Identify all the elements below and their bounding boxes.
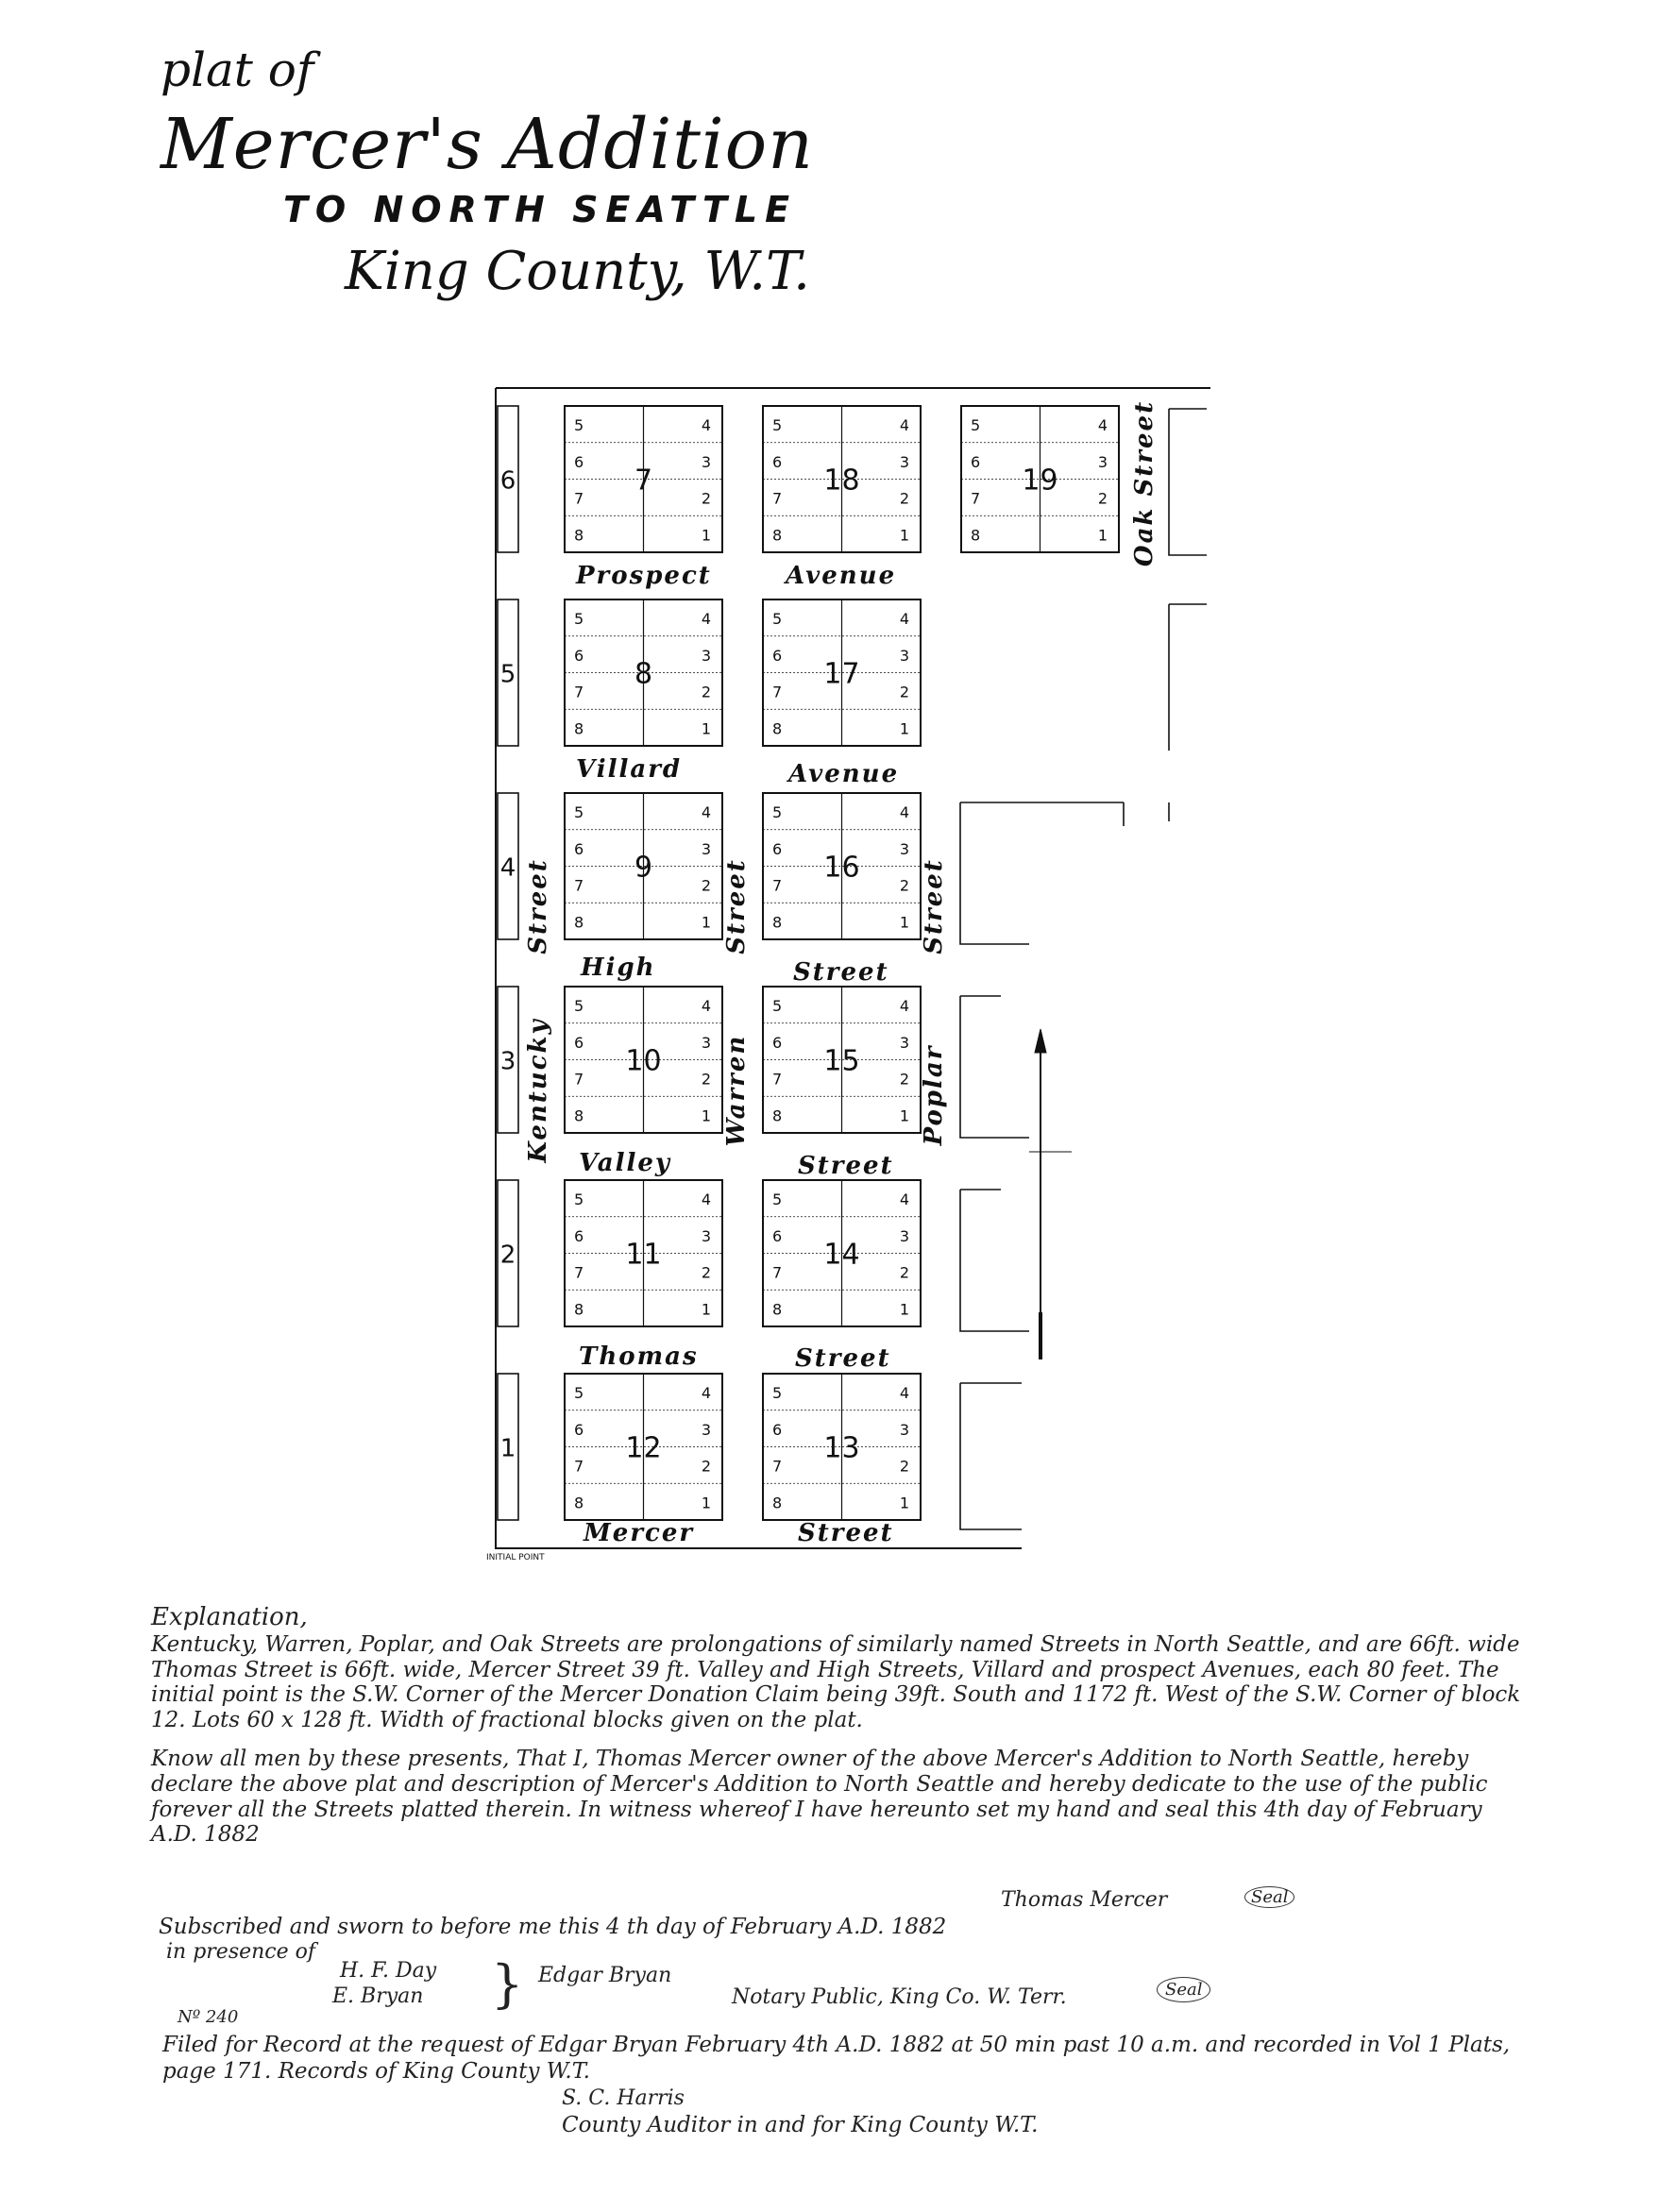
lot-number: 5 — [772, 803, 783, 821]
lot-number: 1 — [701, 1106, 711, 1125]
lot-number: 6 — [772, 452, 783, 471]
filed-text: Filed for Record at the request of Edgar Bryan February 4th A.D. 1882 at 50 min past 10 a.m. and recorded in Vol 1 Plats, page 171. Records of King County W.T. — [162, 2033, 1511, 2084]
lot-number: 4 — [701, 1384, 711, 1402]
auditor-name: S. C. Harris — [562, 2086, 685, 2110]
block-number: 10 — [625, 1044, 662, 1078]
lot-number: 7 — [772, 1263, 783, 1282]
block-number: 12 — [625, 1431, 662, 1465]
block-number: 7 — [634, 464, 653, 498]
street-label-valley-street: Street — [798, 1152, 894, 1180]
lot-number: 7 — [574, 489, 584, 508]
lot-number: 6 — [574, 839, 584, 858]
lot-number: 1 — [1097, 526, 1108, 545]
lot-number: 6 — [772, 1420, 783, 1439]
lot-number: 2 — [1097, 489, 1108, 508]
lot-number: 6 — [772, 646, 783, 665]
lot-number: 8 — [574, 1494, 584, 1512]
lot-number: 4 — [899, 1384, 909, 1402]
street-label-oak-street: Oak Street — [1130, 399, 1159, 567]
lot-number: 1 — [899, 1300, 909, 1319]
explanation-text: Kentucky, Warren, Poplar, and Oak Streets are prolongations of similarly named Streets in North Seattle, and are 66ft. wide Thomas Street is 66ft. wide, Mercer Street 39 ft. Valley and High Streets, Villard and prospect Avenues, each 80 feet. The initial point is the S.W. Corner of the Mercer Donation Claim being 39ft. South and 1172 ft. West of the S.W. Corner of block 12. Lots 60 x 128 ft. Width of fractional blocks given on the plat. — [151, 1631, 1521, 1733]
lot-number: 8 — [772, 1494, 783, 1512]
block-16 — [763, 793, 921, 939]
block-number: 14 — [823, 1238, 860, 1272]
lot-number: 5 — [772, 997, 783, 1015]
lot-number: 8 — [574, 1106, 584, 1125]
initial-point-label: INITIAL POINT — [486, 1553, 545, 1562]
street-label-mercer-street: Street — [798, 1519, 894, 1547]
block-12 — [565, 1374, 722, 1520]
street-label-kentucky: Kentucky — [524, 1018, 552, 1163]
explanation-heading: Explanation, — [151, 1603, 308, 1631]
fractional-block-number: 2 — [499, 1241, 516, 1270]
witness-2: E. Bryan — [332, 1984, 424, 2008]
block-14 — [763, 1180, 921, 1326]
lot-number: 7 — [772, 489, 783, 508]
lot-number: 2 — [701, 1263, 711, 1282]
block-number: 11 — [625, 1238, 662, 1272]
lot-number: 7 — [574, 1263, 584, 1282]
lot-number: 1 — [701, 1494, 711, 1512]
lot-number: 4 — [701, 997, 711, 1015]
street-label-villard: Villard — [576, 755, 683, 784]
plat-map — [444, 378, 1227, 1567]
north-arrow — [1029, 1029, 1072, 1359]
block-number: 13 — [823, 1431, 860, 1465]
fractional-block-number: 1 — [499, 1434, 516, 1463]
lot-number: 1 — [899, 1494, 909, 1512]
fractional-block-5 — [498, 599, 518, 746]
lot-number: 3 — [701, 646, 711, 665]
street-label-prospect-avenue: Avenue — [786, 562, 897, 590]
street-label-warren-street: Street — [722, 858, 751, 954]
block-10 — [565, 987, 722, 1133]
lot-number: 6 — [574, 1226, 584, 1245]
lot-number: 8 — [574, 913, 584, 932]
lot-number: 8 — [971, 526, 981, 545]
lot-number: 1 — [701, 1300, 711, 1319]
lot-number: 7 — [574, 876, 584, 895]
adjacent-lots-east — [960, 409, 1207, 1529]
lot-number: 5 — [574, 803, 584, 821]
plat-title-addition-name: Mercer's Addition — [161, 104, 814, 185]
plat-title-line-1: plat of — [161, 42, 314, 97]
block-18 — [763, 406, 921, 552]
lot-number: 8 — [772, 719, 783, 738]
lot-number: 4 — [899, 416, 909, 434]
fractional-block-6 — [498, 406, 518, 552]
block-number: 18 — [823, 464, 860, 498]
record-number: Nº 240 — [178, 2007, 239, 2027]
lot-number: 8 — [772, 1106, 783, 1125]
lot-number: 6 — [971, 452, 981, 471]
lot-number: 7 — [574, 1457, 584, 1476]
lot-number: 7 — [971, 489, 981, 508]
block-number: 16 — [823, 851, 860, 885]
lot-number: 2 — [899, 876, 909, 895]
lot-number: 5 — [574, 416, 584, 434]
witness-1: H. F. Day — [340, 1959, 437, 1983]
lot-number: 5 — [574, 610, 584, 628]
lot-number: 6 — [772, 1226, 783, 1245]
lot-number: 4 — [899, 610, 909, 628]
notary-title: Notary Public, King Co. W. Terr. — [732, 1985, 1067, 2009]
block-number: 9 — [634, 851, 653, 885]
notary-name: Edgar Bryan — [538, 1964, 672, 1987]
street-label-villard-avenue: Avenue — [788, 760, 900, 788]
lot-number: 3 — [899, 1033, 909, 1052]
lot-number: 2 — [899, 1263, 909, 1282]
lot-number: 3 — [1097, 452, 1108, 471]
lot-number: 3 — [701, 839, 711, 858]
fractional-block-number: 4 — [499, 853, 516, 883]
lot-number: 5 — [574, 997, 584, 1015]
street-label-thomas: Thomas — [579, 1342, 699, 1371]
lot-number: 8 — [574, 719, 584, 738]
lot-number: 2 — [701, 683, 711, 701]
lot-number: 1 — [899, 526, 909, 545]
street-label-kentucky-street: Street — [524, 858, 552, 954]
fractional-block-3 — [498, 987, 518, 1133]
lot-number: 4 — [899, 803, 909, 821]
lot-number: 5 — [574, 1190, 584, 1208]
lot-number: 1 — [899, 719, 909, 738]
lot-number: 8 — [772, 1300, 783, 1319]
block-19 — [961, 406, 1119, 552]
fractional-block-1 — [498, 1374, 518, 1520]
lot-number: 1 — [701, 719, 711, 738]
block-number: 19 — [1022, 464, 1058, 498]
lot-number: 3 — [701, 1226, 711, 1245]
lot-number: 5 — [772, 610, 783, 628]
lot-number: 5 — [772, 1384, 783, 1402]
lot-number: 3 — [899, 1420, 909, 1439]
lot-number: 2 — [701, 876, 711, 895]
lot-number: 4 — [701, 1190, 711, 1208]
lot-number: 4 — [701, 416, 711, 434]
block-9 — [565, 793, 722, 939]
lot-number: 1 — [899, 913, 909, 932]
lot-number: 5 — [772, 1190, 783, 1208]
street-label-high: High — [581, 954, 656, 982]
fractional-block-number: 3 — [499, 1047, 516, 1076]
notary-seal: Seal — [1157, 1977, 1210, 2002]
street-label-prospect: Prospect — [576, 562, 712, 590]
lot-number: 2 — [899, 683, 909, 701]
block-13 — [763, 1374, 921, 1520]
lot-number: 5 — [971, 416, 981, 434]
lot-number: 3 — [899, 1226, 909, 1245]
auditor-title: County Auditor in and for King County W.T. — [562, 2113, 1039, 2137]
plat-title-county: King County, W.T. — [345, 241, 810, 302]
fractional-block-4 — [498, 793, 518, 939]
lot-number: 5 — [772, 416, 783, 434]
street-label-thomas-street: Street — [795, 1344, 891, 1373]
lot-number: 2 — [899, 1070, 909, 1089]
street-label-valley: Valley — [579, 1149, 672, 1177]
lot-number: 5 — [574, 1384, 584, 1402]
lot-number: 8 — [574, 526, 584, 545]
lot-number: 4 — [701, 610, 711, 628]
lot-number: 7 — [772, 1070, 783, 1089]
lot-number: 4 — [899, 1190, 909, 1208]
lot-number: 6 — [772, 839, 783, 858]
lot-number: 1 — [701, 526, 711, 545]
street-label-poplar-street: Street — [920, 858, 948, 954]
lot-number: 8 — [574, 1300, 584, 1319]
lot-number: 4 — [701, 803, 711, 821]
plat-title-location: TO NORTH SEATTLE — [283, 189, 798, 230]
lot-number: 2 — [701, 1070, 711, 1089]
lot-number: 7 — [772, 1457, 783, 1476]
dedication-text: Know all men by these presents, That I, Thomas Mercer owner of the above Mercer's Addition to North Seattle, hereby declare the above plat and description of Mercer's Addition to North Seattle and hereby dedicate to the use of the public forever all the Streets platted therein. In witness whereof I have hereunto set my hand and seal this 4th day of February A.D. 1882 — [151, 1746, 1488, 1848]
block-8 — [565, 599, 722, 746]
lot-number: 3 — [899, 452, 909, 471]
lot-number: 3 — [701, 452, 711, 471]
lot-number: 7 — [772, 683, 783, 701]
lot-number: 7 — [574, 683, 584, 701]
lot-number: 7 — [772, 876, 783, 895]
lot-number: 1 — [899, 1106, 909, 1125]
lot-number: 3 — [701, 1420, 711, 1439]
lot-number: 6 — [574, 1033, 584, 1052]
fractional-blocks-layer — [498, 406, 518, 1520]
lot-number: 7 — [574, 1070, 584, 1089]
lot-number: 1 — [701, 913, 711, 932]
block-7 — [565, 406, 722, 552]
lot-number: 2 — [899, 489, 909, 508]
lot-number: 2 — [899, 1457, 909, 1476]
owner-signature: Thomas Mercer — [1001, 1888, 1168, 1912]
street-label-warren: Warren — [722, 1034, 751, 1147]
block-number: 17 — [823, 657, 860, 691]
lot-number: 8 — [772, 913, 783, 932]
street-label-high-street: Street — [793, 958, 889, 987]
plat-description — [151, 1605, 1530, 1861]
subscribed-text: Subscribed and sworn to before me this 4 th day of February A.D. 1882 — [159, 1915, 947, 1939]
street-label-mercer: Mercer — [584, 1519, 695, 1547]
lot-number: 6 — [574, 1420, 584, 1439]
lot-number: 8 — [772, 526, 783, 545]
in-presence-text: in presence of — [166, 1940, 316, 1964]
lot-number: 4 — [1097, 416, 1108, 434]
block-17 — [763, 599, 921, 746]
block-11 — [565, 1180, 722, 1326]
block-number: 8 — [634, 657, 653, 691]
street-label-poplar: Poplar — [920, 1044, 948, 1146]
fractional-block-number: 6 — [499, 466, 516, 496]
lot-number: 3 — [701, 1033, 711, 1052]
lot-number: 2 — [701, 489, 711, 508]
lot-number: 6 — [772, 1033, 783, 1052]
lot-number: 3 — [899, 839, 909, 858]
owner-seal: Seal — [1244, 1886, 1294, 1908]
lot-number: 3 — [899, 646, 909, 665]
lot-number: 6 — [574, 646, 584, 665]
fractional-block-number: 5 — [499, 660, 516, 689]
fractional-block-2 — [498, 1180, 518, 1326]
lot-number: 2 — [701, 1457, 711, 1476]
block-number: 15 — [823, 1044, 860, 1078]
lot-number: 4 — [899, 997, 909, 1015]
block-15 — [763, 987, 921, 1133]
witness-brace: } — [491, 1954, 524, 2014]
lot-number: 6 — [574, 452, 584, 471]
